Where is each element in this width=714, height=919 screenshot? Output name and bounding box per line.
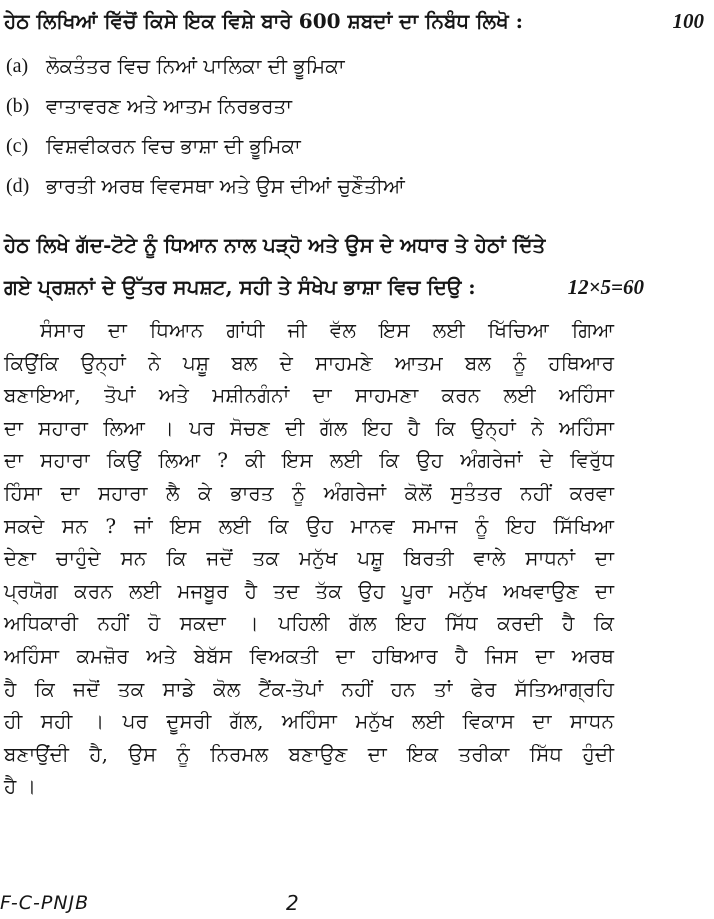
passage-line: ਹੀ ਸਹੀ । ਪਰ ਦੂਸਰੀ ਗੱਲ, ਅਹਿੰਸਾ ਮਨੁੱਖ ਲਈ ਵਿਕਾਸ ਦਾ ਸਾਧਨ [4,709,614,734]
option-letter: (d) [6,174,30,197]
option-letter: (a) [6,54,29,77]
passage [4,314,614,803]
question-2-instruction-line-2: ਗਏ ਪ੍ਰਸ਼ਨਾਂ ਦੇ ਉੱਤਰ ਸਪਸ਼ਟ, ਸਹੀ ਤੇ ਸੰਖੇਪ ਭਾਸ਼ਾ ਵਿਚ ਦਿਉ : [4,275,476,299]
option-text: ਵਾਤਾਵਰਣ ਅਤੇ ਆਤਮ ਨਿਰਭਰਤਾ [46,94,293,118]
question-2-header [4,272,644,302]
passage-line: ਹੈ । [4,774,37,799]
passage-line: ਸੰਸਾਰ ਦਾ ਧਿਆਨ ਗਾਂਧੀ ਜੀ ਵੱਲ ਇਸ ਲਈ ਖਿੱਚਿਆ ਗਿਆ [40,318,614,342]
option-letter: (b) [6,94,30,117]
passage-line: ਦਾ ਸਹਾਰਾ ਲਿਆ । ਪਰ ਸੋਚਣ ਦੀ ਗੱਲ ਇਹ ਹੈ ਕਿ ਉਨ੍ਹਾਂ ਨੇ ਅਹਿੰਸਾ [4,415,614,440]
option-d [6,166,706,206]
passage-line: ਹਿੰਸਾ ਦਾ ਸਹਾਰਾ ਲੈ ਕੇ ਭਾਰਤ ਨੂੰ ਅੰਗਰੇਜਾਂ ਕੋਲੋਂ ਸੁਤੰਤਰ ਨਹੀਂ ਕਰਵਾ [4,480,614,505]
question-2-instruction-line-1: ਹੇਠ ਲਿਖੇ ਗੱਦ-ਟੋਟੇ ਨੂੰ ਧਿਆਨ ਨਾਲ ਪੜ੍ਹੋ ਅਤੇ ਉਸ ਦੇ ਅਧਾਰ ਤੇ ਹੇਠਾਂ ਦਿੱਤੇ [4,233,546,257]
passage-line: ਦਾ ਸਹਾਰਾ ਕਿਉਂ ਲਿਆ ? ਕੀ ਇਸ ਲਈ ਕਿ ਉਹ ਅੰਗਰੇਜਾਂ ਦੇ ਵਿਰੁੱਧ [4,448,614,473]
paper-code: F-C-PNJB [0,892,90,914]
option-c [6,126,706,166]
question-1-header [4,6,704,36]
passage-line: ਅਧਿਕਾਰੀ ਨਹੀਂ ਹੋ ਸਕਦਾ । ਪਹਿਲੀ ਗੱਲ ਇਹ ਸਿੱਧ ਕਰਦੀ ਹੈ ਕਿ [4,611,614,636]
passage-line: ਸਕਦੇ ਸਨ ? ਜਾਂ ਇਸ ਲਈ ਕਿ ਉਹ ਮਾਨਵ ਸਮਾਜ ਨੂੰ ਇਹ ਸਿੱਖਿਆ [4,513,614,538]
passage-line: ਬਣਾਉਂਦੀ ਹੈ, ਉਸ ਨੂੰ ਨਿਰਮਲ ਬਣਾਉਣ ਦਾ ਇਕ ਤਰੀਕਾ ਸਿੱਧ ਹੁੰਦੀ [4,741,614,766]
option-text: ਭਾਰਤੀ ਅਰਥ ਵਿਵਸਥਾ ਅਤੇ ਉਸ ਦੀਆਂ ਚੁਣੌਤੀਆਂ [46,174,405,198]
option-text: ਵਿਸ਼ਵੀਕਰਨ ਵਿਚ ਭਾਸ਼ਾ ਦੀ ਭੂਮਿਕਾ [46,134,301,158]
question-1-instruction: ਹੇਠ ਲਿਖਿਆਂ ਵਿੱਚੋਂ ਕਿਸੇ ਇਕ ਵਿਸ਼ੇ ਬਾਰੇ 600 ਸ਼ਬਦਾਂ ਦਾ ਨਿਬੰਧ ਲਿਖੋ : [4,9,524,33]
question-1-marks: 100 [672,8,704,33]
passage-line: ਕਿਉਂਕਿ ਉਨ੍ਹਾਂ ਨੇ ਪਸ਼ੂ ਬਲ ਦੇ ਸਾਹਮਣੇ ਆਤਮ ਬਲ ਨੂੰ ਹਥਿਆਰ [4,350,614,375]
passage-line: ਹੈ ਕਿ ਜਦੋਂ ਤਕ ਸਾਡੇ ਕੋਲ ਟੈਂਕ-ਤੋਪਾਂ ਨਹੀਂ ਹਨ ਤਾਂ ਫੇਰ ਸੱਤਿਆਗ੍ਰਹਿ [4,676,614,701]
question-2-marks: 12×5=60 [567,274,644,299]
passage-line: ਪ੍ਰਯੋਗ ਕਰਨ ਲਈ ਮਜਬੂਰ ਹੈ ਤਦ ਤੱਕ ਉਹ ਪੂਰਾ ਮਨੁੱਖ ਅਖਵਾਉਣ ਦਾ [4,578,614,603]
passage-line: ਬਣਾਇਆ, ਤੋਪਾਂ ਅਤੇ ਮਸ਼ੀਨਗੰਨਾਂ ਦਾ ਸਾਹਮਣਾ ਕਰਨ ਲਈ ਅਹਿੰਸਾ [4,383,614,408]
option-a [6,46,706,86]
passage-line: ਅਹਿੰਸਾ ਕਮਜ਼ੋਰ ਅਤੇ ਬੇਬੱਸ ਵਿਅਕਤੀ ਦਾ ਹਥਿਆਰ ਹੈ ਜਿਸ ਦਾ ਅਰਥ [4,643,614,668]
passage-line: ਦੇਣਾ ਚਾਹੁੰਦੇ ਸਨ ਕਿ ਜਦੋਂ ਤਕ ਮਨੁੱਖ ਪਸ਼ੂ ਬਿਰਤੀ ਵਾਲੇ ਸਾਧਨਾਂ ਦਾ [4,546,614,571]
option-text: ਲੋਕਤੰਤਰ ਵਿਚ ਨਿਆਂ ਪਾਲਿਕਾ ਦੀ ਭੂਮਿਕਾ [46,54,345,78]
option-letter: (c) [6,134,29,157]
option-b [6,86,706,126]
page-number: 2 [286,891,299,915]
essay-topic-options [6,46,706,206]
